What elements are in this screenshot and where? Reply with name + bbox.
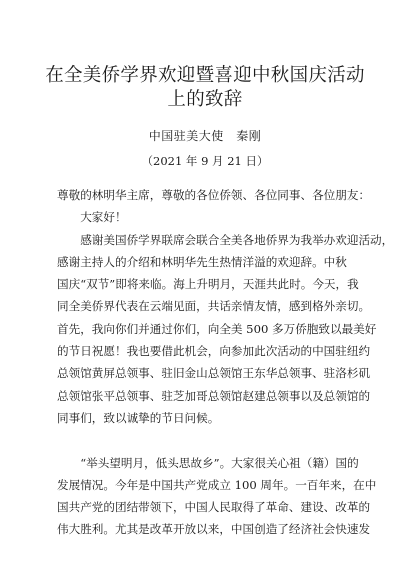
salutation-line: 尊敬的林明华主席，尊敬的各位侨领、各位同事、各位朋友：	[57, 188, 371, 202]
paragraph-gap	[57, 429, 357, 451]
document-author: 中国驻美大使 秦刚	[148, 129, 262, 143]
body-line: “举头望明月，低头思故乡”。大家很关心祖（籍）国的	[57, 455, 359, 470]
document-title: 在全美侨学界欢迎暨喜迎中秋国庆活动上的致辞	[45, 65, 365, 110]
body-line: 感谢主持人的介绍和林明华先生热情洋溢的欢迎辞。中秋	[57, 254, 347, 269]
body-line: 感谢美国侨学界联席会联合全美各地侨界为我举办欢迎活动，	[57, 232, 394, 247]
body-line: 的节日祝愿！我也要借此机会，向参加此次活动的中国驻纽约	[57, 344, 371, 359]
body-line: 发展情况。今年是中国共产党成立 100 周年。一百年来，在中	[57, 477, 377, 492]
body-line: 伟大胜利。尤其是改革开放以来，中国创造了经济社会快速发	[57, 522, 371, 537]
body-line: 国庆“双节”即将来临。海上升明月，天涯共此时。今天，我	[57, 277, 359, 292]
body-line: 同全美侨界代表在云端见面，共话亲情友情，感到格外亲切。	[57, 299, 371, 314]
greeting-line: 大家好！	[57, 210, 127, 225]
body-line: 总领馆张平总领事、驻芝加哥总领馆赵建总领事以及总领馆的	[57, 388, 371, 403]
document-date: （2021 年 9 月 21 日）	[141, 154, 269, 168]
document-body	[57, 184, 394, 541]
body-line: 同事们，致以诚挚的节日问候。	[57, 410, 220, 425]
body-line: 首先，我向你们并通过你们，向全美 500 多万侨胞致以最美好	[57, 321, 377, 336]
body-line: 总领馆黄屏总领事、驻旧金山总领馆王东华总领事、驻洛杉矶	[57, 366, 371, 381]
body-line: 国共产党的团结带领下，中国人民取得了革命、建设、改革的	[57, 500, 371, 515]
